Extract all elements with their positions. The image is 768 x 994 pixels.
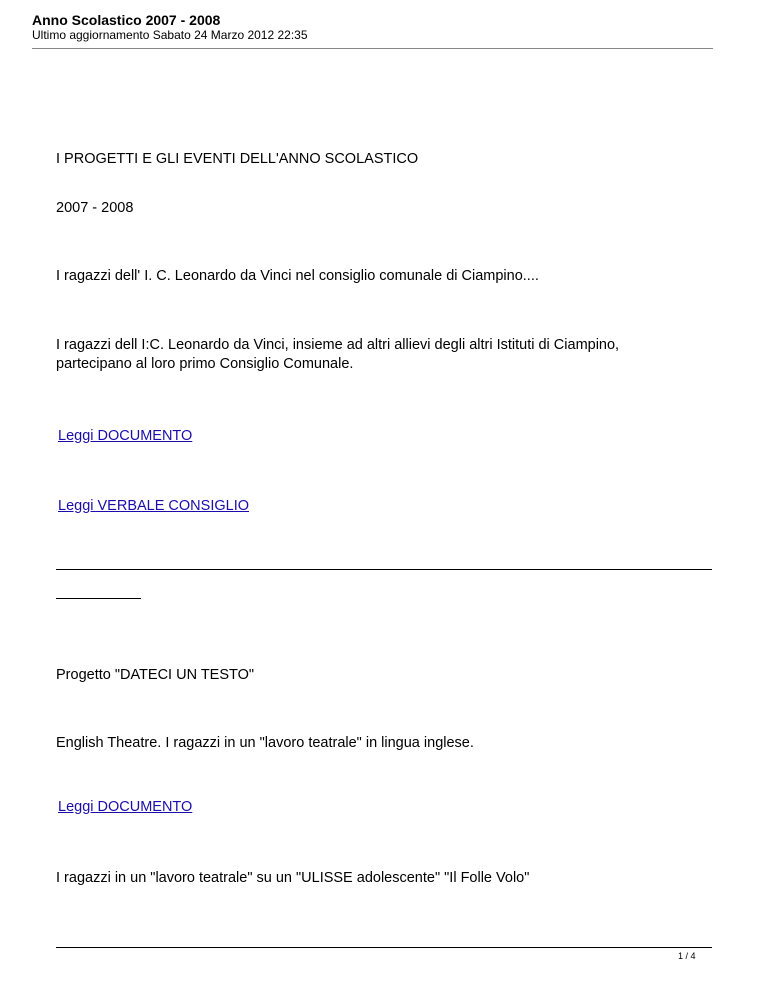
school-year: 2007 - 2008 <box>56 200 134 216</box>
document-title: Anno Scolastico 2007 - 2008 <box>32 12 221 28</box>
footer-divider <box>56 947 712 948</box>
read-document-link[interactable]: Leggi DOCUMENTO <box>58 428 193 444</box>
page-number: 1 / 4 <box>678 951 696 961</box>
event-text-line-2: partecipano al loro primo Consiglio Comunale. <box>56 356 354 372</box>
read-council-minutes-link[interactable]: Leggi VERBALE CONSIGLIO <box>58 498 249 514</box>
event-title-council: I ragazzi dell' I. C. Leonardo da Vinci nel consiglio comunale di Ciampino.... <box>56 268 539 284</box>
page-heading: I PROGETTI E GLI EVENTI DELL'ANNO SCOLASTICO <box>56 151 419 167</box>
header-divider <box>32 48 713 49</box>
theatre-event-text: I ragazzi in un "lavoro teatrale" su un "ULISSE adolescente" "Il Folle Volo" <box>56 870 530 886</box>
page-header <box>32 13 712 43</box>
project-title: Progetto "DATECI UN TESTO" <box>56 667 255 683</box>
project-description: English Theatre. I ragazzi in un "lavoro teatrale" in lingua inglese. <box>56 735 474 751</box>
section-separator-tail <box>56 598 141 599</box>
read-project-document-link[interactable]: Leggi DOCUMENTO <box>58 799 193 815</box>
last-updated: Ultimo aggiornamento Sabato 24 Marzo 2012 22:35 <box>32 28 308 42</box>
event-text-line-1: I ragazzi dell I:C. Leonardo da Vinci, insieme ad altri allievi degli altri Istituti di Ciampino, <box>56 337 620 353</box>
section-separator <box>56 569 712 570</box>
